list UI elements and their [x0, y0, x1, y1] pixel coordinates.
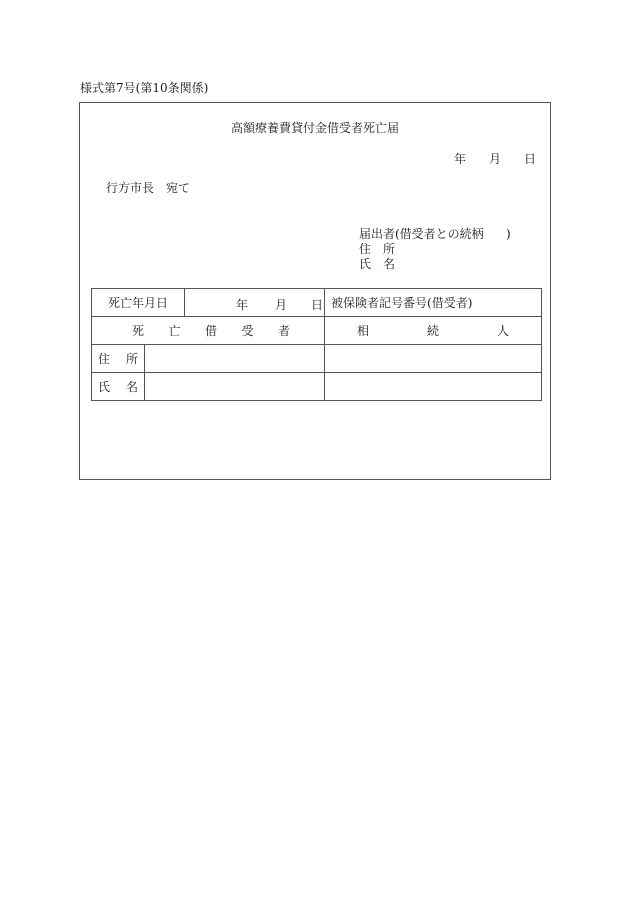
death-date-value[interactable]	[185, 289, 325, 317]
char: 名	[382, 257, 395, 271]
char: 借	[205, 324, 218, 338]
form-number: 様式第7号(第10条関係)	[80, 81, 209, 95]
char: 所	[125, 352, 138, 366]
death-date-label: 死亡年月日	[92, 289, 185, 317]
addressee: 行方市長 宛て	[106, 181, 191, 195]
notifier-address-label	[359, 242, 395, 256]
notifier-relation-label: 届出者(借受者との続柄	[359, 227, 484, 241]
char: 所	[382, 242, 395, 256]
death-report-table	[91, 288, 542, 401]
char: 住	[98, 352, 111, 366]
row-address-label	[92, 345, 145, 373]
death-date-day: 日	[311, 297, 324, 312]
table-row-death-date	[92, 289, 542, 317]
table-row-headers	[92, 317, 542, 345]
char: 住	[359, 242, 372, 256]
notifier-relation-close: )	[506, 227, 511, 241]
char: 人	[496, 324, 509, 338]
deceased-borrower-header	[92, 317, 325, 345]
char: 死	[132, 324, 145, 338]
heir-name-field[interactable]	[325, 373, 542, 401]
table-row-address	[92, 345, 542, 373]
char: 氏	[359, 257, 372, 271]
char: 亡	[168, 324, 181, 338]
row-name-label	[92, 373, 145, 401]
table-row-name	[92, 373, 542, 401]
heir-header	[325, 317, 542, 345]
char: 者	[278, 324, 291, 338]
date-month-label: 月	[489, 152, 502, 166]
deceased-name-field[interactable]	[145, 373, 325, 401]
date-year-label: 年	[454, 152, 467, 166]
char: 相	[357, 324, 370, 338]
insured-number-label: 被保険者記号番号(借受者)	[325, 289, 542, 317]
char: 名	[125, 380, 138, 394]
notifier-name-label	[359, 257, 395, 271]
death-date-year: 年	[236, 297, 249, 312]
death-date-month: 月	[275, 297, 288, 312]
char: 氏	[98, 380, 111, 394]
char: 続	[427, 324, 440, 338]
deceased-address-field[interactable]	[145, 345, 325, 373]
date-day-label: 日	[524, 152, 537, 166]
document-title: 高額療養費貸付金借受者死亡届	[230, 121, 399, 135]
heir-address-field[interactable]	[325, 345, 542, 373]
char: 受	[241, 324, 254, 338]
